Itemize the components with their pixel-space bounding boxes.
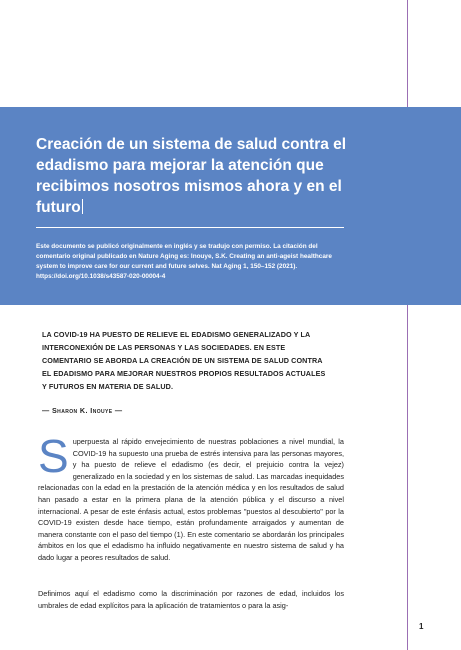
body-paragraph-1: Superpuesta al rápido envejecimiento de nuestras poblaciones a nivel mundial, la COVID-19 ha supuesto una prueba de estrés intensiva para las personas mayores, y ha puesto de relieve el edadismo (es decir, el prejuicio contra la vejez) generalizado en la sociedad y en los sistemas de salud. Las marcadas inequidades relacionadas con la edad en la prestación de la atención médica y en los resultados de salud han pasado a estar en la primera plana de la atención pública y el discurso a nivel internacional. A pesar de este énfasis actual, estos problemas "puestos al descubierto" por la COVID-19 existen desde hace tiempo, están profundamente arraigados y aumentan de manera constante con el paso del tiempo (1). En este comentario se abordarán los principales ámbitos en los que el edadismo ha influido negativamente en nuestro sistema de salud y ha dado lugar a peores resultados de salud.: [38, 430, 344, 562]
banner-divider: [36, 227, 344, 228]
page-number: 1: [419, 622, 424, 631]
abstract: LA COVID-19 HA PUESTO DE RELIEVE EL EDADISMO GENERALIZADO Y LA INTERCONEXIÓN DE LAS PERSONAS Y LAS SOCIEDADES. EN ESTE COMENTARIO SE ABORDA LA CREACIÓN DE UN SISTEMA DE SALUD CONTRA EL EDADISMO PARA MEJORAR NUESTROS PROPIOS RESULTADOS ACTUALES Y FUTUROS EN MATERIA DE SALUD.: [42, 330, 326, 392]
body-paragraph-2: Definimos aquí el edadismo como la discriminación por razones de edad, incluidos los umbrales de edad explícitos para la aplicación de tratamientos o para la asig-: [38, 589, 344, 610]
citation-note: Este documento se publicó originalmente en inglés y se tradujo con permiso. La citación del comentario original publicado en Nature Aging es: Inouye, S.K. Creating an anti-ageist healthcare system to improve care for our current and future selves. Nat Aging 1, 150–152 (2021). https://doi.org/10.1038/s43587-020-00004-4: [36, 243, 332, 280]
document-title: Creación de un sistema de salud contra el edadismo para mejorar la atención que recibimos nosotros mismos ahora y en el futuro: [36, 136, 347, 216]
text-cursor: [82, 199, 83, 214]
drop-cap: S: [38, 430, 69, 482]
margin-rule: [407, 0, 408, 650]
author-byline: — Sharon K. Inouye —: [42, 406, 123, 415]
